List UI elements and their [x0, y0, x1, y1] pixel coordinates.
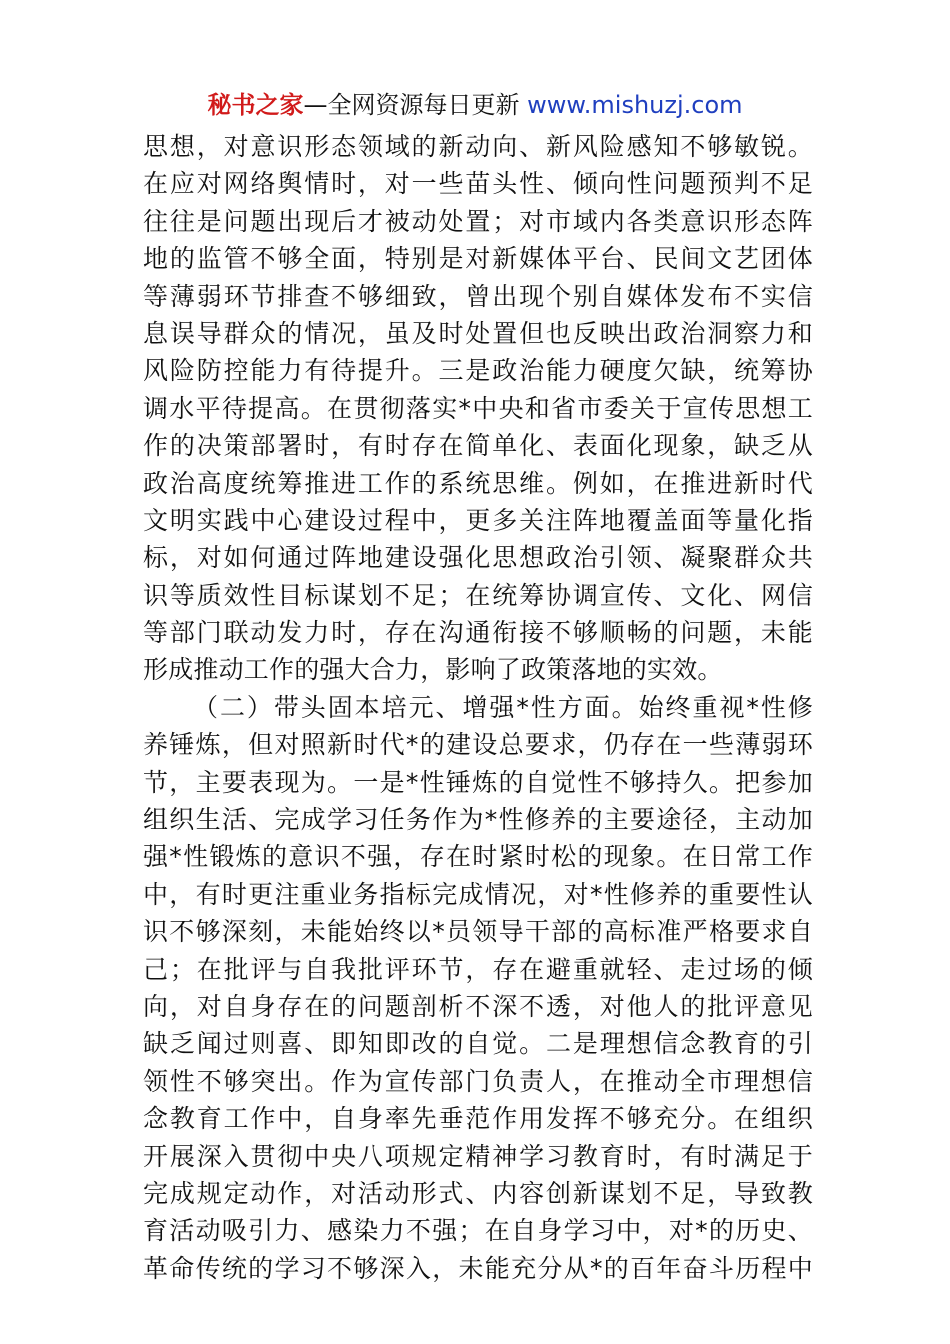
text-line: 息误导群众的情况，虽及时处置但也反映出政治洞察力和	[143, 318, 813, 348]
text-line: 开展深入贯彻中央八项规定精神学习教育时，有时满足于	[143, 1141, 813, 1171]
text-line: 育活动吸引力、感染力不强；在自身学习中，对*的历史、	[143, 1216, 813, 1246]
text-line: 标，对如何通过阵地建设强化思想政治引领、凝聚群众共	[143, 543, 813, 573]
text-line: 念教育工作中，自身率先垂范作用发挥不够充分。在组织	[143, 1104, 813, 1134]
text-line: 等部门联动发力时，存在沟通衔接不够顺畅的问题，未能	[143, 618, 813, 648]
text-line: 强*性锻炼的意识不强，存在时紧时松的现象。在日常工作	[143, 842, 813, 872]
text-line: 完成规定动作，对活动形式、内容创新谋划不足，导致教	[143, 1178, 813, 1208]
text-line: 等薄弱环节排查不够细致，曾出现个别自媒体发布不实信	[143, 281, 813, 311]
text-line: 风险防控能力有待提升。三是政治能力硬度欠缺，统筹协	[143, 356, 813, 386]
text-line: 缺乏闻过则喜、即知即改的自觉。二是理想信念教育的引	[143, 1029, 813, 1059]
header-url[interactable]: www.mishuzj.com	[527, 91, 743, 119]
paragraph-last-line: 形成推动工作的强大合力，影响了政策落地的实效。	[143, 655, 723, 685]
section-heading-line: （二）带头固本培元、增强*性方面。始终重视*性修	[193, 692, 813, 722]
text-line: 组织生活、完成学习任务作为*性修养的主要途径，主动加	[143, 805, 813, 835]
text-line: 地的监管不够全面，特别是对新媒体平台、民间文艺团体	[143, 244, 813, 274]
text-line: 识不够深刻，未能始终以*员领导干部的高标准严格要求自	[143, 917, 813, 947]
text-line: 往往是问题出现后才被动处置；对市域内各类意识形态阵	[143, 206, 813, 236]
brand-name: 秘书之家	[207, 91, 304, 119]
text-line: 作的决策部署时，有时存在简单化、表面化现象，缺乏从	[143, 431, 813, 461]
text-line: 节，主要表现为。一是*性锤炼的自觉性不够持久。把参加	[143, 767, 813, 797]
text-line: 识等质效性目标谋划不足；在统筹协调宣传、文化、网信	[143, 580, 813, 610]
text-line: 养锤炼，但对照新时代*的建设总要求，仍存在一些薄弱环	[143, 730, 813, 760]
text-line: 领性不够突出。作为宣传部门负责人，在推动全市理想信	[143, 1066, 813, 1096]
text-line: 己；在批评与自我批评环节，存在避重就轻、走过场的倾	[143, 954, 813, 984]
text-line: 中，有时更注重业务指标完成情况，对*性修养的重要性认	[143, 879, 813, 909]
text-line: 在应对网络舆情时，对一些苗头性、倾向性问题预判不足	[143, 169, 813, 199]
text-line: 向，对自身存在的问题剖析不深不透，对他人的批评意见	[143, 991, 813, 1021]
header-tagline: —全网资源每日更新	[303, 91, 528, 119]
text-line: 政治高度统筹推进工作的系统思维。例如，在推进新时代	[143, 468, 813, 498]
text-line: 调水平待提高。在贯彻落实*中央和省市委关于宣传思想工	[143, 393, 813, 423]
text-line: 思想，对意识形态领域的新动向、新风险感知不够敏锐。	[143, 132, 813, 161]
text-line: 革命传统的学习不够深入，未能充分从*的百年奋斗历程中	[143, 1253, 813, 1283]
text-line: 文明实践中心建设过程中，更多关注阵地覆盖面等量化指	[143, 505, 813, 535]
page-header	[0, 88, 950, 122]
document-body	[143, 128, 813, 1287]
